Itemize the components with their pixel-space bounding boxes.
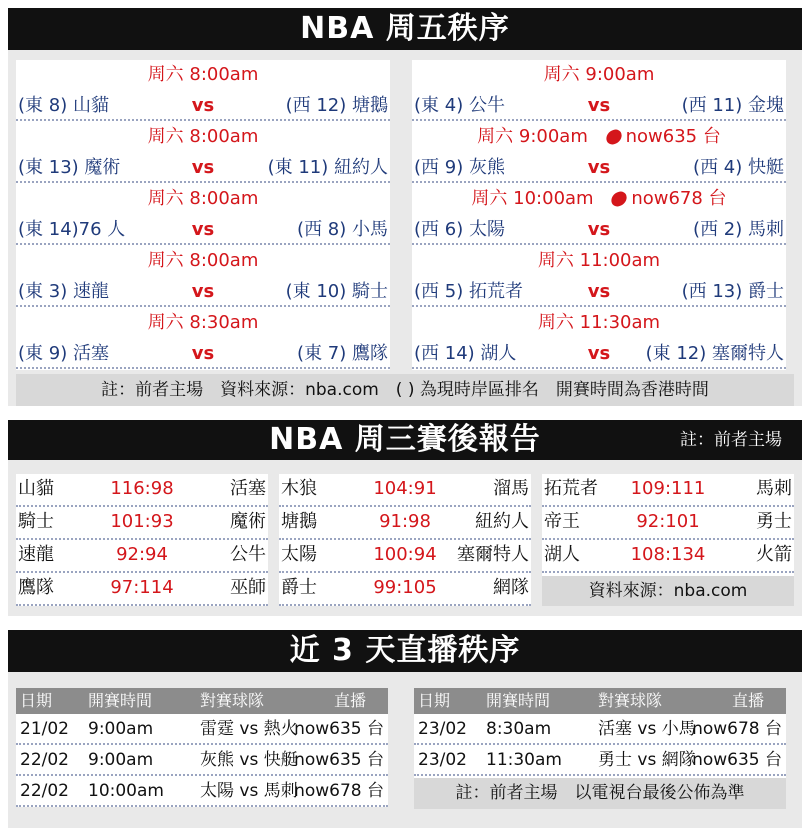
result-row: [279, 573, 531, 606]
date-cell: 21/02: [20, 719, 69, 739]
home-team: (西 5) 拓荒者: [414, 281, 523, 302]
vs-label: vs: [191, 281, 215, 302]
match-cell: 勇士 vs 網隊: [598, 750, 696, 770]
team-a: 太陽: [281, 544, 317, 565]
header-time: 開賽時間: [88, 691, 153, 710]
game-teams: [16, 153, 390, 183]
schedule-banner: [8, 8, 802, 50]
result-row: [279, 507, 531, 540]
home-team: (東 13) 魔術: [18, 157, 121, 178]
team-a: 速龍: [18, 544, 54, 565]
game-row: [16, 122, 390, 184]
home-team: (西 14) 湖人: [414, 343, 517, 364]
away-team: (西 8) 小馬: [297, 219, 388, 240]
team-b: 公牛: [230, 544, 266, 565]
tv-channel: now635 台: [606, 126, 721, 147]
team-b: 魔術: [230, 511, 266, 532]
channel-cell: now635 台: [294, 750, 384, 770]
home-team: (東 8) 山貓: [18, 95, 109, 116]
home-team: (西 6) 太陽: [414, 219, 505, 240]
team-a: 鷹隊: [18, 577, 54, 598]
team-b: 巫師: [230, 577, 266, 598]
results-column-2: [279, 474, 531, 606]
game-time: 周六 8:00am: [147, 64, 259, 85]
result-row: [542, 507, 794, 540]
results-banner: [8, 420, 802, 460]
game-time: 周六 9:00am: [543, 64, 655, 85]
table-row: [16, 745, 388, 776]
date-cell: 22/02: [20, 781, 69, 801]
team-a: 木狼: [281, 478, 317, 499]
results-note: 註：前者主場: [680, 430, 782, 450]
now-tv-logo-icon: [604, 128, 623, 146]
header-date: 日期: [20, 691, 53, 710]
broadcast-panel: [8, 630, 802, 828]
team-a: 山貓: [18, 478, 54, 499]
game-row: [412, 122, 786, 184]
score: 104:91: [373, 478, 437, 499]
vs-label: vs: [587, 219, 611, 240]
result-row: [542, 540, 794, 573]
game-teams: [16, 91, 390, 121]
game-time: 周六 11:00am: [537, 250, 661, 271]
score: 100:94: [373, 544, 437, 565]
time-cell: 8:30am: [486, 719, 552, 739]
header-match: 對賽球隊: [598, 691, 663, 710]
game-teams: [16, 277, 390, 307]
game-teams: [412, 91, 786, 121]
table-row: [16, 714, 388, 745]
score: 92:101: [636, 511, 700, 532]
game-row: [16, 60, 390, 122]
team-b: 溜馬: [493, 478, 529, 499]
time-cell: 11:30am: [486, 750, 562, 770]
schedule-footnote: 註：前者主場 資料來源：nba.com ( ) 為現時岸區排名 開賽時間為香港時間: [16, 374, 794, 406]
vs-label: vs: [191, 157, 215, 178]
results-column-3: [542, 474, 794, 606]
date-cell: 22/02: [20, 750, 69, 770]
match-cell: 活塞 vs 小馬: [598, 719, 696, 739]
vs-label: vs: [587, 281, 611, 302]
team-a: 騎士: [18, 511, 54, 532]
date-cell: 23/02: [418, 750, 467, 770]
away-team: (西 12) 塘鵝: [285, 95, 388, 116]
game-row: [16, 184, 390, 246]
broadcast-right-table: [414, 688, 786, 809]
time-cell: 10:00am: [88, 781, 164, 801]
team-b: 勇士: [756, 511, 792, 532]
channel-cell: now678 台: [692, 719, 782, 739]
match-cell: 灰熊 vs 快艇: [200, 750, 298, 770]
result-row: [542, 474, 794, 507]
vs-label: vs: [587, 157, 611, 178]
away-team: (東 11) 紐約人: [267, 157, 388, 178]
broadcast-note: 註：前者主場 以電視台最後公佈為準: [414, 778, 786, 809]
home-team: (東 4) 公牛: [414, 95, 505, 116]
table-header: [16, 688, 388, 714]
home-team: (東 14)76 人: [18, 219, 126, 240]
score: 97:114: [110, 577, 174, 598]
game-teams: [412, 339, 786, 369]
results-column-1: [16, 474, 268, 606]
game-row: [412, 184, 786, 246]
result-row: [16, 507, 268, 540]
vs-label: vs: [191, 343, 215, 364]
result-row: [279, 474, 531, 507]
match-cell: 雷霆 vs 熱火: [200, 719, 298, 739]
game-teams: [16, 215, 390, 245]
header-channel: 直播: [333, 691, 366, 710]
game-row: [16, 308, 390, 370]
team-b: 網隊: [493, 577, 529, 598]
channel-cell: now678 台: [294, 781, 384, 801]
game-time: 周六 11:30am: [537, 312, 661, 333]
game-teams: [412, 277, 786, 307]
header-match: 對賽球隊: [200, 691, 265, 710]
now-tv-logo-icon: [610, 190, 629, 208]
game-teams: [16, 339, 390, 369]
tv-channel: now678 台: [611, 188, 726, 209]
away-team: (東 7) 鷹隊: [297, 343, 388, 364]
broadcast-title: 近 3 天直播秩序: [289, 633, 521, 668]
header-time: 開賽時間: [486, 691, 551, 710]
match-cell: 太陽 vs 馬刺: [200, 781, 298, 801]
score: 91:98: [379, 511, 431, 532]
game-teams: [412, 153, 786, 183]
score: 116:98: [110, 478, 174, 499]
team-b: 馬刺: [756, 478, 792, 499]
table-row: [16, 776, 388, 807]
game-time: 周六 9:00am now635 台: [477, 126, 721, 147]
results-panel: [8, 420, 802, 616]
table-row: [414, 714, 786, 745]
header-channel: 直播: [731, 691, 764, 710]
team-a: 爵士: [281, 577, 317, 598]
channel-cell: now635 台: [294, 719, 384, 739]
vs-label: vs: [191, 219, 215, 240]
table-header: [414, 688, 786, 714]
schedule-title: NBA 周五秩序: [300, 11, 510, 46]
score: 99:105: [373, 577, 437, 598]
broadcast-left-table: [16, 688, 388, 807]
team-a: 塘鵝: [281, 511, 317, 532]
date-cell: 23/02: [418, 719, 467, 739]
schedule-right-column: [412, 60, 786, 370]
table-row: [414, 745, 786, 776]
result-row: [16, 573, 268, 606]
away-team: (西 13) 爵士: [681, 281, 784, 302]
result-row: [16, 474, 268, 507]
vs-label: vs: [191, 95, 215, 116]
time-cell: 9:00am: [88, 719, 154, 739]
home-team: (東 9) 活塞: [18, 343, 109, 364]
game-teams: [412, 215, 786, 245]
schedule-left-column: [16, 60, 390, 370]
score: 109:111: [630, 478, 706, 499]
team-a: 湖人: [544, 544, 580, 565]
game-time: 周六 10:00am now678 台: [471, 188, 727, 209]
time-cell: 9:00am: [88, 750, 154, 770]
game-time: 周六 8:00am: [147, 188, 259, 209]
team-b: 活塞: [230, 478, 266, 499]
vs-label: vs: [587, 343, 611, 364]
results-title: NBA 周三賽後報告: [269, 422, 541, 457]
away-team: (東 10) 騎士: [285, 281, 388, 302]
team-a: 拓荒者: [544, 478, 598, 499]
score: 101:93: [110, 511, 174, 532]
away-team: (西 4) 快艇: [693, 157, 784, 178]
home-team: (西 9) 灰熊: [414, 157, 505, 178]
schedule-panel: [8, 8, 802, 406]
game-row: [412, 60, 786, 122]
score: 92:94: [116, 544, 168, 565]
away-team: (西 2) 馬刺: [693, 219, 784, 240]
game-time: 周六 8:00am: [147, 126, 259, 147]
vs-label: vs: [587, 95, 611, 116]
channel-cell: now635 台: [692, 750, 782, 770]
home-team: (東 3) 速龍: [18, 281, 109, 302]
result-row: [279, 540, 531, 573]
team-b: 紐約人: [475, 511, 529, 532]
results-source: 資料來源：nba.com: [542, 576, 794, 606]
away-team: (東 12) 塞爾特人: [645, 343, 784, 364]
game-time: 周六 8:30am: [147, 312, 259, 333]
game-row: [412, 308, 786, 370]
broadcast-banner: [8, 630, 802, 672]
header-date: 日期: [418, 691, 451, 710]
score: 108:134: [630, 544, 706, 565]
result-row: [16, 540, 268, 573]
team-b: 塞爾特人: [457, 544, 529, 565]
game-row: [16, 246, 390, 308]
away-team: (西 11) 金塊: [681, 95, 784, 116]
game-row: [412, 246, 786, 308]
team-b: 火箭: [756, 544, 792, 565]
team-a: 帝王: [544, 511, 580, 532]
game-time: 周六 8:00am: [147, 250, 259, 271]
